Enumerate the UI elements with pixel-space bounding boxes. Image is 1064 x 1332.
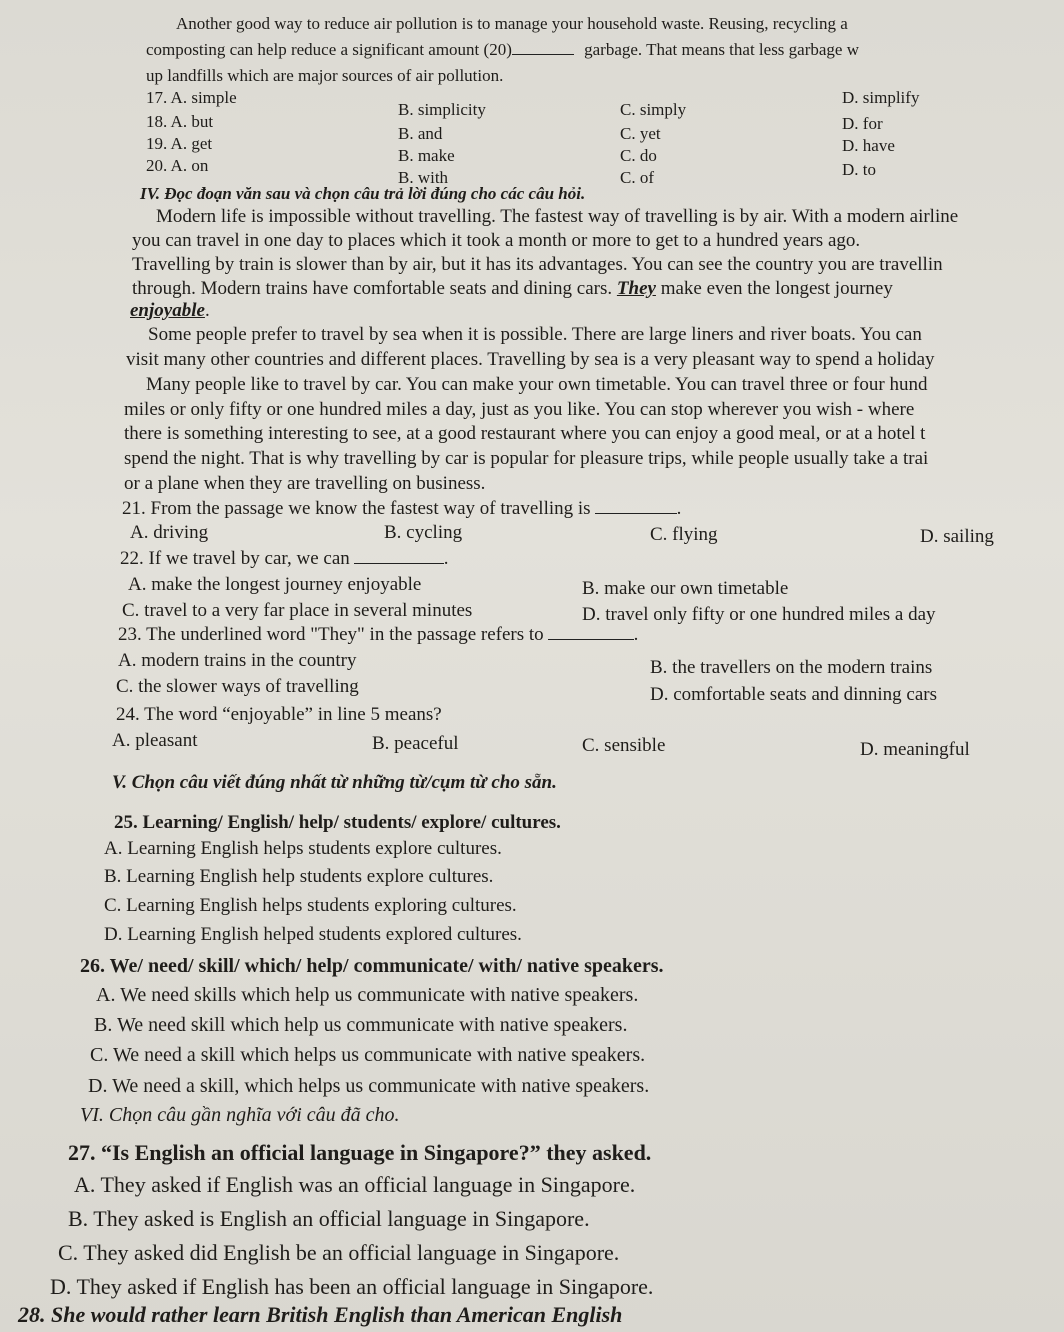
passage-line-1: Modern life is impossible without travelling. The fastest way of travelling is by air. With a modern airline [156, 206, 959, 227]
q21-c: C. flying [650, 524, 718, 545]
q23-d: D. comfortable seats and dinning cars [650, 684, 938, 705]
q20-c: C. of [620, 168, 654, 187]
q17-a: 17. A. simple [146, 88, 237, 107]
passage-line-7: visit many other countries and different places. Travelling by sea is a very pleasant way to spend a holiday [126, 349, 935, 370]
q22-a: A. make the longest journey enjoyable [128, 574, 422, 595]
q20-a: 20. A. on [146, 156, 209, 175]
q18-b: B. and [398, 124, 443, 143]
q22-blank [354, 563, 444, 564]
q19-a: 19. A. get [146, 134, 213, 153]
passage-line-4-b: make even the longest journey [660, 278, 893, 299]
q21-stem [122, 498, 681, 520]
q25-c: C. Learning English helps students exploring cultures. [104, 895, 517, 916]
blank-20 [512, 54, 574, 55]
q24-stem: 24. The word “enjoyable” in line 5 means? [116, 704, 442, 725]
q17-b: B. simplicity [398, 100, 486, 119]
passage-line-11: spend the night. That is why travelling by car is popular for pleasure trips, while people usually take a trai [124, 448, 929, 469]
q23-stem [118, 624, 638, 646]
passage-line-5-period: . [204, 300, 210, 321]
passage-line-8: Many people like to travel by car. You can make your own timetable. You can travel three or four hund [146, 374, 928, 395]
q21-a: A. driving [130, 522, 209, 543]
q27-a: A. They asked if English was an official language in Singapore. [74, 1172, 636, 1197]
q19-b: B. make [398, 146, 455, 165]
q26-a: A. We need skills which help us communicate with native speakers. [96, 984, 639, 1006]
q27-stem: 27. “Is English an official language in Singapore?” they asked. [68, 1140, 652, 1165]
passage-line-12: or a plane when they are travelling on business. [124, 473, 486, 494]
q18-a: 18. A. but [146, 112, 214, 131]
q26-c: C. We need a skill which helps us communicate with native speakers. [90, 1044, 646, 1066]
passage-line-10: there is something interesting to see, at a good restaurant where you can enjoy a good meal, or at a hotel t [124, 423, 926, 444]
q20-d: D. to [842, 160, 876, 179]
q27-c: C. They asked did English be an official language in Singapore. [58, 1240, 620, 1265]
q23-a: A. modern trains in the country [118, 650, 357, 671]
q17-c: C. simply [620, 100, 687, 119]
q21-b: B. cycling [384, 522, 463, 543]
intro-line-2-b: garbage. That means that less garbage w [584, 40, 859, 59]
q18-c: C. yet [620, 124, 661, 143]
q25-a: A. Learning English helps students explore cultures. [104, 838, 502, 859]
q22-end: . [443, 548, 449, 569]
passage-line-5 [130, 300, 210, 322]
passage-line-3: Travelling by train is slower than by air, but it has its advantages. You can see the country you are travellin [132, 254, 943, 275]
intro-line-1: Another good way to reduce air pollution is to manage your household waste. Reusing, recycling a [176, 14, 848, 33]
q23-stem-text: 23. The underlined word "They" in the passage refers to [118, 624, 544, 645]
q22-b: B. make our own timetable [582, 578, 789, 599]
q27-b: B. They asked is English an official language in Singapore. [68, 1206, 590, 1231]
q22-stem-text: 22. If we travel by car, we can [120, 548, 350, 569]
section-4-heading: IV. Đọc đoạn văn sau và chọn câu trả lời đúng cho các câu hỏi. [140, 184, 586, 203]
q19-d: D. have [842, 136, 895, 155]
passage-line-4 [132, 278, 893, 300]
intro-line-2 [146, 40, 859, 60]
q23-b: B. the travellers on the modern trains [650, 657, 933, 678]
q25-b: B. Learning English help students explore cultures. [104, 866, 494, 887]
q22-c: C. travel to a very far place in several minutes [122, 600, 473, 621]
q22-stem [120, 548, 449, 570]
q25-stem: 25. Learning/ English/ help/ students/ explore/ cultures. [114, 812, 561, 833]
q23-blank [548, 639, 634, 640]
q24-a: A. pleasant [112, 730, 198, 751]
q26-b: B. We need skill which help us communicate with native speakers. [94, 1014, 628, 1036]
passage-line-9: miles or only fifty or one hundred miles a day, just as you like. You can stop wherever you wish - where [124, 399, 915, 420]
q24-d: D. meaningful [860, 739, 970, 760]
intro-line-2-a: composting can help reduce a significant amount (20) [146, 40, 512, 59]
q24-b: B. peaceful [372, 733, 459, 754]
q20-b: B. with [398, 168, 449, 187]
passage-line-6: Some people prefer to travel by sea when it is possible. There are large liners and river boats. You can [148, 324, 922, 345]
q23-c: C. the slower ways of travelling [116, 676, 359, 697]
q21-blank [595, 513, 677, 514]
q17-d: D. simplify [842, 88, 920, 107]
q28-stem: 28. She would rather learn British English than American English [18, 1302, 623, 1327]
q21-stem-text: 21. From the passage we know the fastest way of travelling is [122, 498, 591, 519]
q26-d: D. We need a skill, which helps us communicate with native speakers. [88, 1075, 650, 1097]
underlined-word-they: They [616, 278, 656, 299]
passage-line-2: you can travel in one day to places which it took a month or more to get to a hundred years ago. [132, 230, 861, 251]
q24-c: C. sensible [582, 735, 666, 756]
passage-line-4-a: through. Modern trains have comfortable seats and dining cars. [132, 278, 613, 299]
q18-d: D. for [842, 114, 883, 133]
underlined-word-enjoyable: enjoyable [130, 300, 205, 321]
section-6-heading: VI. Chọn câu gần nghĩa với câu đã cho. [80, 1104, 400, 1126]
q22-d: D. travel only fifty or one hundred miles a day [582, 604, 936, 625]
intro-line-3: up landfills which are major sources of air pollution. [146, 66, 504, 85]
q21-d: D. sailing [920, 526, 994, 547]
q26-stem: 26. We/ need/ skill/ which/ help/ communicate/ with/ native speakers. [80, 955, 664, 977]
section-5-heading: V. Chọn câu viết đúng nhất từ những từ/cụm từ cho sẵn. [112, 772, 557, 793]
q27-d: D. They asked if English has been an official language in Singapore. [50, 1274, 654, 1299]
q21-end: . [676, 498, 682, 519]
q19-c: C. do [620, 146, 657, 165]
q23-end: . [633, 624, 639, 645]
q25-d: D. Learning English helped students explored cultures. [104, 924, 522, 945]
